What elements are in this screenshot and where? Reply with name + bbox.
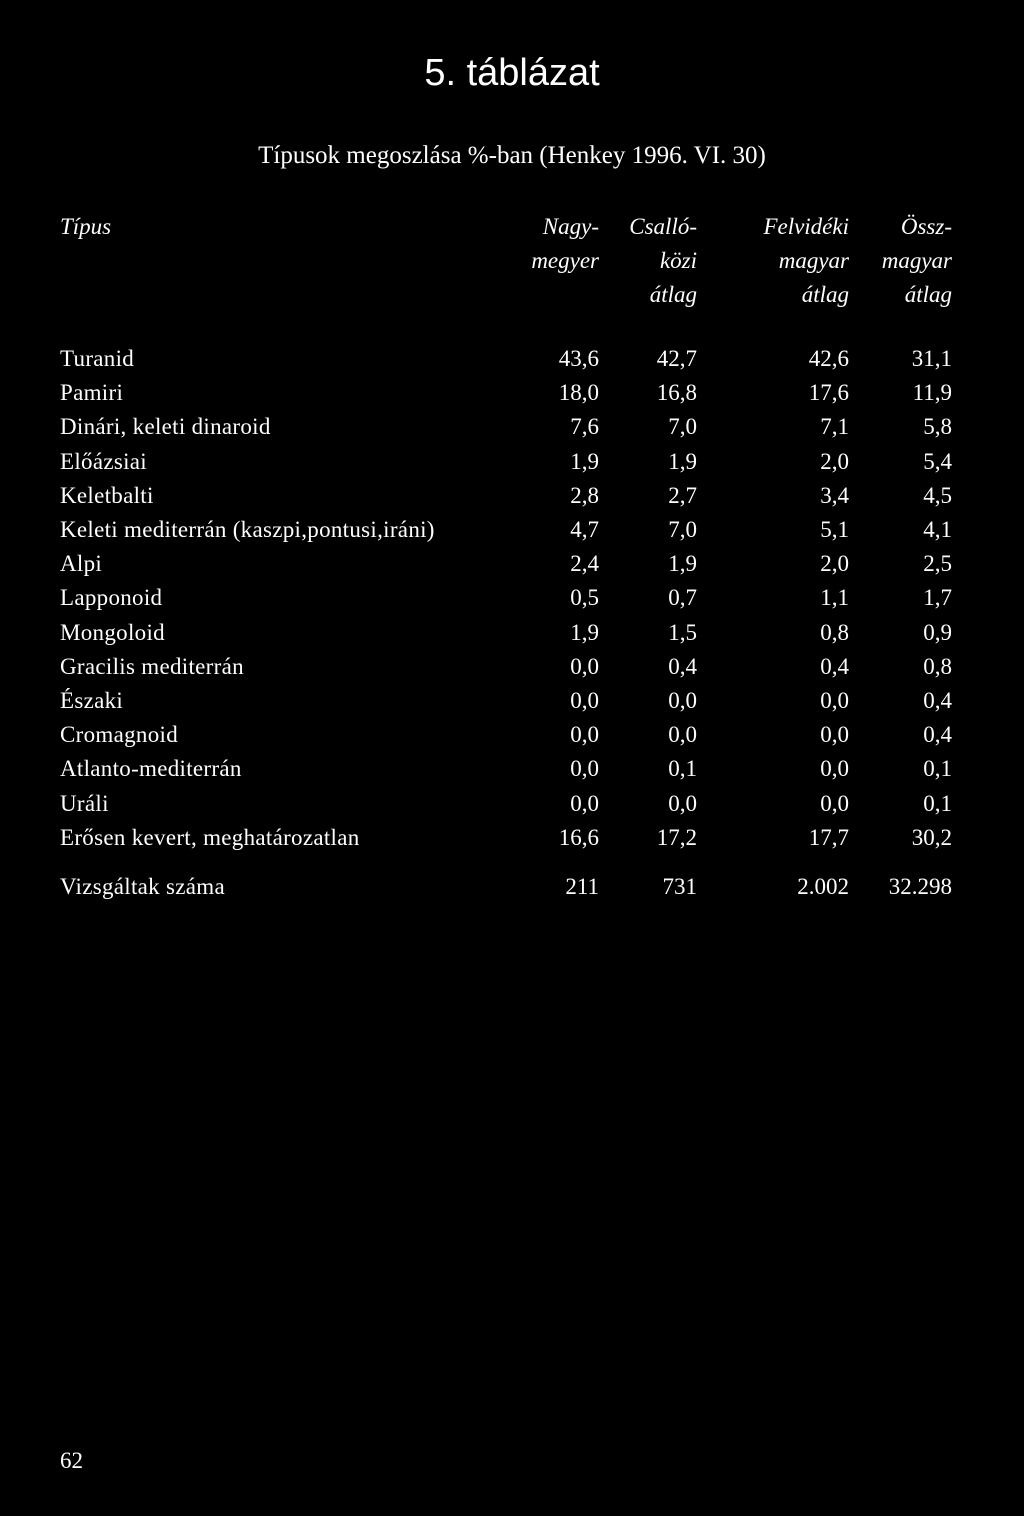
row-value: 0,7 <box>668 585 697 611</box>
header-csallokozi <box>629 210 697 312</box>
row-value: 1,7 <box>923 585 952 611</box>
row-value: 2,0 <box>820 448 849 474</box>
row-value: 42,7 <box>656 346 697 372</box>
row-value: 0,0 <box>820 756 849 782</box>
table-title: 5. táblázat <box>424 52 600 94</box>
table-row <box>60 376 952 410</box>
row-value: 4,7 <box>570 517 599 543</box>
header-osszmagyar <box>882 210 952 312</box>
row-value: 2,4 <box>570 551 599 577</box>
row-label: Gracilis mediterrán <box>60 653 244 679</box>
row-value: 0,0 <box>668 687 697 713</box>
row-value: 0,5 <box>570 585 599 611</box>
row-value: 17,6 <box>808 380 849 406</box>
row-value: 7,1 <box>820 414 849 440</box>
table-row <box>60 479 952 513</box>
row-value: 0,0 <box>570 790 599 816</box>
header-line: magyar <box>778 248 849 273</box>
header-line: közi <box>659 248 697 273</box>
page-number: 62 <box>60 1448 83 1473</box>
header-line: átlag <box>649 282 697 307</box>
row-label: Turanid <box>60 346 135 372</box>
row-label: Keleti mediterrán (kaszpi,pontusi,iráni) <box>60 517 435 543</box>
header-line: Csalló- <box>629 214 697 239</box>
row-value: 7,0 <box>668 414 697 440</box>
row-label: Alpi <box>60 551 103 577</box>
row-label: Cromagnoid <box>60 722 178 748</box>
row-value: 0,0 <box>570 722 599 748</box>
row-value: 2,7 <box>668 482 697 508</box>
table-row <box>60 821 952 855</box>
row-value: 5,1 <box>820 517 849 543</box>
table-row <box>60 650 952 684</box>
row-value: 5,8 <box>923 414 952 440</box>
header-line: Nagy- <box>542 214 599 239</box>
row-value: 0,0 <box>820 790 849 816</box>
row-label: Előázsiai <box>60 448 147 474</box>
row-value: 0,0 <box>668 790 697 816</box>
row-value: 0,8 <box>923 653 952 679</box>
row-value: 17,7 <box>808 824 849 850</box>
table-row <box>60 581 952 615</box>
row-value: 7,0 <box>668 517 697 543</box>
row-label: Lapponoid <box>60 585 163 611</box>
row-value: 1,9 <box>570 619 599 645</box>
total-value: 32.298 <box>888 874 952 899</box>
row-value: 4,1 <box>923 517 952 543</box>
row-label: Erősen kevert, meghatározatlan <box>60 824 360 850</box>
row-value: 11,9 <box>912 380 952 406</box>
row-value: 0,4 <box>820 653 849 679</box>
row-value: 43,6 <box>558 346 599 372</box>
row-value: 0,0 <box>570 756 599 782</box>
table-row <box>60 445 952 479</box>
table-subtitle: Típusok megoszlása %-ban (Henkey 1996. VI. 30) <box>258 142 766 169</box>
row-value: 0,0 <box>668 722 697 748</box>
row-value: 2,5 <box>923 551 952 577</box>
row-value: 7,6 <box>570 414 599 440</box>
header-line: Össz- <box>900 214 952 239</box>
row-value: 16,6 <box>558 824 599 850</box>
row-label: Uráli <box>60 790 109 816</box>
header-line: megyer <box>531 248 599 273</box>
row-value: 17,2 <box>656 824 697 850</box>
total-value: 2.002 <box>797 874 849 899</box>
table-row <box>60 718 952 752</box>
header-line: magyar <box>881 248 952 273</box>
total-value: 731 <box>662 874 697 899</box>
row-value: 30,2 <box>911 824 952 850</box>
total-value: 211 <box>565 874 599 899</box>
table-row <box>60 752 952 786</box>
table-row <box>60 547 952 581</box>
row-value: 0,8 <box>820 619 849 645</box>
table-row <box>60 342 952 376</box>
table-row <box>60 786 952 820</box>
row-value: 3,4 <box>820 482 849 508</box>
row-value: 1,5 <box>668 619 697 645</box>
table-row <box>60 410 952 444</box>
row-label: Északi <box>60 687 124 713</box>
row-value: 0,0 <box>570 653 599 679</box>
row-value: 0,0 <box>820 687 849 713</box>
total-label: Vizsgáltak száma <box>60 874 225 899</box>
row-value: 0,0 <box>820 722 849 748</box>
total-row <box>60 870 952 904</box>
row-value: 1,9 <box>668 448 697 474</box>
row-value: 0,0 <box>570 687 599 713</box>
data-table <box>60 342 952 855</box>
row-value: 0,4 <box>668 653 697 679</box>
row-value: 1,1 <box>820 585 849 611</box>
table-body <box>60 342 952 855</box>
row-value: 0,4 <box>923 687 952 713</box>
row-label: Mongoloid <box>60 619 165 645</box>
header-type: Típus <box>60 214 112 239</box>
row-value: 0,1 <box>668 756 697 782</box>
row-label: Atlanto-mediterrán <box>60 756 242 782</box>
row-value: 0,9 <box>923 619 952 645</box>
row-label: Pamiri <box>60 380 124 406</box>
table-row <box>60 616 952 650</box>
row-value: 5,4 <box>923 448 952 474</box>
row-value: 4,5 <box>923 482 952 508</box>
header-felvideki <box>763 210 849 312</box>
row-value: 31,1 <box>911 346 952 372</box>
header-line: átlag <box>904 282 952 307</box>
row-label: Dinári, keleti dinaroid <box>60 414 271 440</box>
row-value: 0,4 <box>923 722 952 748</box>
header-nagymegyer <box>531 210 599 278</box>
row-label: Keletbalti <box>60 482 154 508</box>
row-value: 1,9 <box>570 448 599 474</box>
row-value: 2,8 <box>570 482 599 508</box>
header-line: Felvidéki <box>763 214 849 239</box>
row-value: 42,6 <box>808 346 849 372</box>
row-value: 18,0 <box>558 380 599 406</box>
row-value: 0,1 <box>923 756 952 782</box>
row-value: 16,8 <box>656 380 697 406</box>
row-value: 1,9 <box>668 551 697 577</box>
header-line: átlag <box>801 282 849 307</box>
table-row <box>60 684 952 718</box>
row-value: 2,0 <box>820 551 849 577</box>
row-value: 0,1 <box>923 790 952 816</box>
table-row <box>60 513 952 547</box>
